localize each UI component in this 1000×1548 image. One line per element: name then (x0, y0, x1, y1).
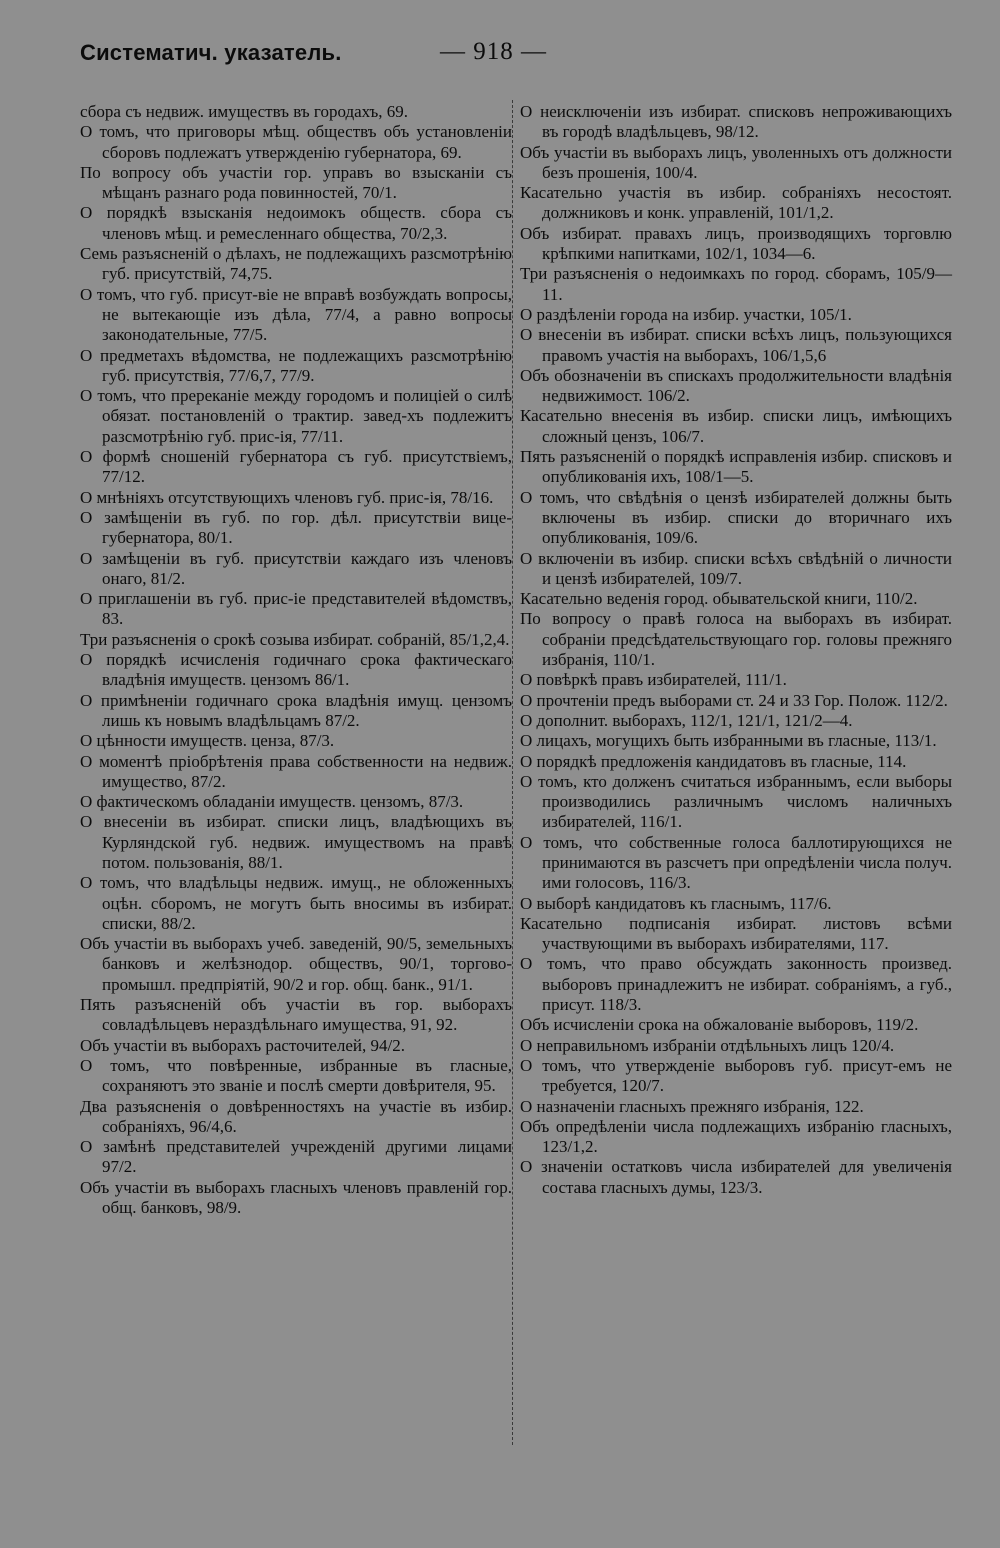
index-entry: О томъ, что право обсуждать законность произвед. выборовъ принадлежитъ не избират. собраніямъ, а губ., присут. 118/3. (520, 954, 952, 1015)
index-entry: О томъ, кто долженъ считаться избраннымъ, если выборы производились различнымъ числомъ наличныхъ избирателей, 116/1. (520, 771, 952, 832)
index-entry: О неправильномъ избраніи отдѣльныхъ лицъ 120/4. (520, 1035, 895, 1055)
page-header (80, 40, 940, 80)
index-entry: О томъ, что владѣльцы недвиж. имущ., не обложенныхъ оцѣн. сборомъ, не могутъ быть вносимы въ избират. списки, 88/2. (80, 873, 512, 933)
index-entry: Объ участіи въ выборахъ расточителей, 94/2. (80, 1035, 405, 1055)
running-title: Систематич. указатель. (80, 40, 342, 65)
index-entry: О внесеніи въ избират. списки лицъ, владѣющихъ въ Курляндской губ. недвиж. имуществомъ на правѣ потом. пользованія, 88/1. (80, 812, 512, 872)
index-entry: Объ участіи въ выборахъ учеб. заведеній, 90/5, земельныхъ банковъ и желѣзнодор. обществъ, 90/1, торгово-промышл. предпріятій, 90/2 и гор. общ. банк., 91/1. (80, 934, 512, 994)
index-entry: О значеніи остатковъ числа избирателей для увеличенія состава гласныхъ думы, 123/3. (520, 1157, 952, 1197)
index-entry: О замѣщеніи въ губ. присутствіи каждаго изъ членовъ онаго, 81/2. (80, 548, 512, 588)
index-entry: О внесеніи въ избират. списки всѣхъ лицъ, пользующихся правомъ участія на выборахъ, 106/1,5,6 (520, 325, 952, 365)
index-entry: О замѣщеніи въ губ. по гор. дѣл. присутствіи вице-губернатора, 80/1. (80, 507, 512, 548)
index-entry: По вопросу объ участіи гор. управъ во взысканіи съ мѣщанъ разнаго рода повинностей, 70/1. (80, 162, 512, 203)
index-entry: О дополнит. выборахъ, 112/1, 121/1, 121/2—4. (520, 710, 853, 730)
index-entry: О прочтеніи предъ выборами ст. 24 и 33 Гор. Полож. 112/2. (520, 690, 948, 710)
index-entry: Пять разъясненій объ участіи въ гор. выборахъ совладѣльцевъ нераздѣльнаго имущества, 91, 92. (80, 995, 512, 1035)
index-entry: О повѣркѣ правъ избирателей, 111/1. (520, 670, 787, 690)
index-entry: Касательно веденія город. обывательской книги, 110/2. (520, 589, 918, 609)
index-entry: О замѣнѣ представителей учрежденій другими лицами 97/2. (80, 1137, 512, 1177)
index-entry: О примѣненіи годичнаго срока владѣнія имущ. цензомъ лишь къ новымъ владѣльцамъ 87/2. (80, 690, 512, 730)
index-entry: Пять разъясненій о порядкѣ исправленія избир. списковъ и опубликованія ихъ, 108/1—5. (520, 447, 952, 487)
index-entry: Объ обозначеніи въ спискахъ продолжительности владѣнія недвижимост. 106/2. (520, 365, 952, 406)
index-entry: По вопросу о правѣ голоса на выборахъ въ избират. собраніи предсѣдательствующаго гор. головы прежняго избранія, 110/1. (520, 609, 952, 670)
index-entry: сбора съ недвиж. имуществъ въ городахъ, 69. (80, 102, 409, 121)
page-number: — 918 — (440, 38, 547, 65)
index-entry: О порядкѣ взысканія недоимокъ обществ. сбора съ членовъ мѣщ. и ремесленнаго общества, 70/2,3. (80, 203, 512, 243)
index-entry: Три разъясненія о срокѣ созыва избират. собраній, 85/1,2,4. (80, 629, 510, 649)
index-entry: О томъ, что губ. присут-віе не вправѣ возбуждать вопросы, не вытекающіе изъ дѣла, 77/4, а равно вопросы законодательные, 77/5. (80, 284, 512, 345)
index-entry: Два разъясненія о довѣренностяхъ на участіе въ избир. собраніяхъ, 96/4,6. (80, 1096, 512, 1136)
index-entry: О томъ, что утвержденіе выборовъ губ. присут-емъ не требуется, 120/7. (520, 1055, 952, 1096)
index-entry: Семь разъясненій о дѣлахъ, не подлежащихъ разсмотрѣнію губ. присутствій, 74,75. (80, 244, 512, 284)
index-entry: О томъ, что собственные голоса баллотирующихся не принимаются въ разсчетъ при опредѣленіи числа получ. ими голосовъ, 116/3. (520, 832, 952, 893)
index-entry: О моментѣ пріобрѣтенія права собственности на недвиж. имущество, 87/2. (80, 751, 512, 791)
index-entry: О выборѣ кандидатовъ къ гласнымъ, 117/6. (520, 893, 832, 913)
index-entry: Объ исчисленіи срока на обжалованіе выборовъ, 119/2. (520, 1015, 919, 1035)
index-entry: О порядкѣ предложенія кандидатовъ въ гласные, 114. (520, 751, 907, 771)
index-entry: О цѣнности имуществ. ценза, 87/3. (80, 731, 335, 751)
column-divider (512, 100, 513, 1445)
index-entry: Объ участіи въ выборахъ лицъ, уволенныхъ отъ должности безъ прошенія, 100/4. (520, 142, 952, 182)
index-entry: Объ избират. правахъ лицъ, производящихъ торговлю крѣпкими напитками, 102/1, 1034—6. (520, 223, 952, 264)
index-entry: О назначеніи гласныхъ прежняго избранія, 122. (520, 1096, 864, 1116)
index-entry: О томъ, что повѣренные, избранные въ гласные, сохраняютъ это званіе и послѣ смерти довѣрителя, 95. (80, 1055, 512, 1096)
index-entry: Объ участіи въ выборахъ гласныхъ членовъ правленій гор. общ. банковъ, 98/9. (80, 1177, 512, 1218)
index-entry: О приглашеніи въ губ. прис-іе представителей вѣдомствъ, 83. (80, 589, 512, 629)
index-entry: О томъ, что пререканіе между городомъ и полиціей о силѣ обязат. постановленій о трактир. завед-хъ подлежитъ разсмотрѣнію губ. прис-ія, 77/11. (80, 386, 512, 446)
index-entry: Касательно внесенія въ избир. списки лицъ, имѣющихъ сложный цензъ, 106/7. (520, 406, 952, 446)
right-column (520, 102, 952, 1198)
index-entry: О томъ, что свѣдѣнія о цензѣ избирателей должны быть включены въ избир. списки до вторичнаго ихъ опубликованія, 109/6. (520, 487, 952, 548)
index-entry: О мнѣніяхъ отсутствующихъ членовъ губ. прис-ія, 78/16. (80, 487, 494, 507)
index-entry: О неисключеніи изъ избират. списковъ непроживающихъ въ городѣ владѣльцевъ, 98/12. (520, 102, 952, 142)
index-entry: О лицахъ, могущихъ быть избранными въ гласные, 113/1. (520, 731, 937, 751)
index-entry: О формѣ сношеній губернатора съ губ. присутствіемъ, 77/12. (80, 447, 512, 487)
index-entry: Три разъясненія о недоимкахъ по город. сборамъ, 105/9—11. (520, 264, 952, 304)
index-entry: Касательно подписанія избират. листовъ всѣми участвующими въ выборахъ избирателями, 117. (520, 913, 952, 954)
index-entry: О томъ, что приговоры мѣщ. обществъ объ установленіи сборовъ подлежатъ утвержденію губернатора, 69. (80, 122, 512, 162)
index-entry: О фактическомъ обладаніи имуществ. цензомъ, 87/3. (80, 792, 464, 812)
index-entry: Объ опредѣленіи числа подлежащихъ избранію гласныхъ, 123/1,2. (520, 1116, 952, 1157)
index-entry: О порядкѣ исчисленія годичнаго срока фактическаго владѣнія имуществ. цензомъ 86/1. (80, 650, 512, 690)
index-entry: Касательно участія въ избир. собраніяхъ несостоят. должниковъ и конк. управленій, 101/1,2. (520, 183, 952, 223)
left-column (80, 102, 512, 1218)
index-entry: О раздѣленіи города на избир. участки, 105/1. (520, 304, 852, 324)
index-entry: О включеніи въ избир. списки всѣхъ свѣдѣній о личности и цензѣ избирателей, 109/7. (520, 548, 952, 588)
index-entry: О предметахъ вѣдомства, не подлежащихъ разсмотрѣнію губ. присутствія, 77/6,7, 77/9. (80, 345, 512, 385)
